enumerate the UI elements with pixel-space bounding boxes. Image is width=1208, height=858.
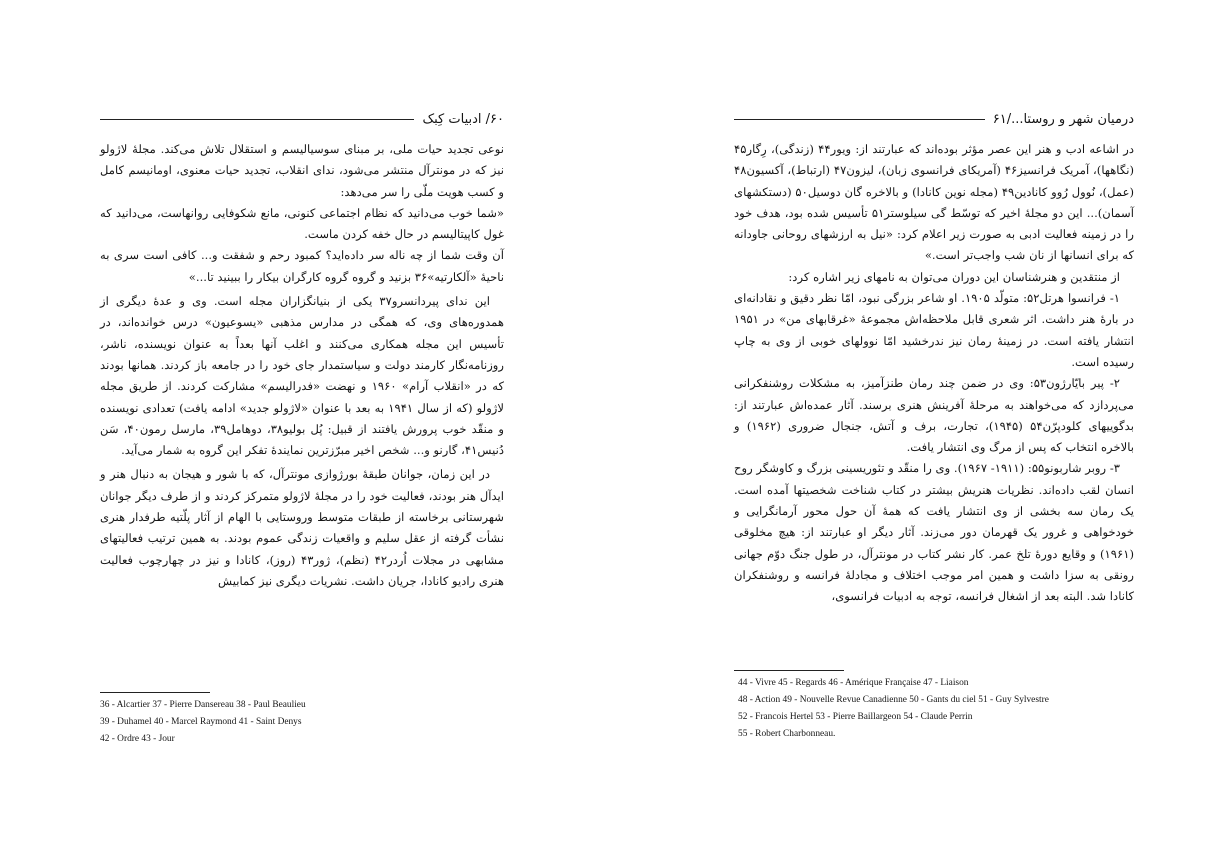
running-head: درمیان شهر و روستا.../۶۱ [992, 111, 1134, 127]
footnote-line: 39 - Duhamel 40 - Marcel Raymond 41 - Saint Denys [100, 717, 302, 727]
body-text [734, 139, 1134, 608]
paragraph: در این زمان، جوانان طبقهٔ بورژوازی مونترآل، که با شور و هیجان به دنبال هنر و ایدآل هنر بودند، فعالیت خود را در مجلهٔ لاژولو متمرکز کردند و از طرف دیگر جوانان شهرستانی برخاسته از طبقات متوسط وروستایی با الهام از آثار پلّتیه طرفدار هنری نشأت گرفته از عقل سلیم و واقعیات زندگی عموم بودند. به همین ترتیب فعالیتهای مشابهی در مجلات اُردر۴۲ (نظم)، ژور۴۳ (روز)، کانادا و نیز در چهارچوب فعالیت هنری رادیو کانادا، جریان داشت. نشریات دیگری نیز کمابیش [100, 467, 504, 588]
footnotes [738, 675, 1138, 743]
quote-line: «شما خوب می‌دانید که نظام اجتماعی کنونی، مانع شکوفایی روانهاست، می‌دانید که غول کاپیتالیسم در حال خفه کردن ماست. [100, 205, 504, 242]
paragraph: ۲- پیر بایّارژون۵۳: وی در ضمن چند رمان طنزآمیز، به مشکلات روشنفکرانی می‌پردازد که می‌خواهند به مرحلهٔ آفرینش هنری برسند. آثار عمده‌اش عبارتند از: بدگوییهای کلودپرّن۵۴ (۱۹۴۵)، تجارت، برف و آتش، جنجال ضروری (۱۹۶۲) و بالاخره انتخاب که پس از مرگ وی انتشار یافت. [734, 376, 1134, 455]
footnote-line: 36 - Alcartier 37 - Pierre Dansereau 38 - Paul Beaulieu [100, 700, 306, 710]
footnote-line: 55 - Robert Charbonneau. [738, 729, 836, 739]
header-rule [100, 119, 414, 120]
paragraph: در اشاعه ادب و هنر این عصر مؤثر بوده‌اند که عبارتند از: ویور۴۴ (زندگی)، رِگار۴۵ (نگاهها)، آمریک فرانسیز۴۶ (آمریکای فرانسوی زبان)، لیزون۴۷ (ارتباط)، آکسیون۴۸ (عمل)، نُوول رُوو کانادین۴۹ (مجله نوین کانادا) و بالاخره گان دوسیل۵۰ (دستکشهای آسمان)... این دو مجلهٔ اخیر که توسّط گی سیلوستر۵۱ تأسیس شده بود، هدف خود را در زمینه فعالیت ادبی به صورت زیر اعلام کرد: «نیل به ارزشهای روحانی جاودانه که برای انسانها از نان شب واجب‌تر است.» [734, 142, 1135, 263]
footnotes [100, 697, 460, 748]
header-rule [734, 119, 985, 120]
footnote-line: 52 - Francois Hertel 53 - Pierre Baillargeon 54 - Claude Perrin [738, 712, 973, 722]
paragraph: ۱- فرانسوا هرتل۵۲: متولّد ۱۹۰۵. او شاعر بزرگی نبود، امّا نظر دقیق و نقادانه‌ای در بارهٔ هنر داشت. اثر شعری قابل ملاحظه‌اش مجموعهٔ «غرقابهای من» در ۱۹۵۱ انتشار یافته است. در زمینهٔ رمان نیز ندرخشید امّا نوولهای خوبی از وی به چاپ رسیده است. [734, 291, 1134, 369]
body-text [100, 139, 504, 592]
footnote-line: 44 - Vivre 45 - Regards 46 - Amérique Française 47 - Liaison [738, 678, 969, 688]
paragraph: نوعی تجدید حیات ملی، بر مبنای سوسیالیسم و استقلال تلاش می‌کند. مجلهٔ لاژولو نیز که در مونترآل منتشر می‌شود، ندای انقلاب، تجدید حیات معنوی، اومانیسم کامل و کسب هویت ملّی را سر می‌دهد: [100, 142, 504, 199]
running-head: ۶۰/ ادبیات کِبک [422, 111, 504, 127]
block-quote [100, 203, 504, 288]
paragraph: این ندای پیردانسرو۳۷ یکی از بنیانگزاران مجله است. وی و عدهٔ دیگری از همدوره‌های وی، که همگی در مدارس مذهبی «یسوعیون» درس خوانده‌اند، در تأسیس این مجله همکاری می‌کنند و اغلب آنها بعداً به عنوان نویسنده، ناشر، روزنامه‌نگار کارمند دولت و سیاستمدار جای خود را در جامعه باز کردند. همانها بودند که در «انقلاب آرام» ۱۹۶۰ و نهضت «فدرالیسم» مشارکت کردند. از طریق مجله لاژولو (که از سال ۱۹۴۱ به بعد با عنوان «لاژولو جدید» ادامه یافت) تعدادی نویسنده و منقّد خوب پرورش یافتند از قبیل: پُل بولیو۳۸، دوهامل۳۹، مارسل رمون۴۰، سَن دُنیس۴۱، گارنو و... شخص اخیر مبرّزترین نمایندهٔ تفکر این گروه به شمار می‌آید. [100, 294, 504, 458]
footnote-line: 48 - Action 49 - Nouvelle Revue Canadienne 50 - Gants du ciel 51 - Guy Sylvestre [738, 695, 1049, 705]
paragraph: ۳- روبر شاربونو۵۵: (۱۹۱۱- ۱۹۶۷). وی را منقّد و تئوریسینی بزرگ و کاوشگر روح انسان لقب داده‌اند. نظریات هنریش بیشتر در کتاب شناخت شخصیتها آمده است. یک رمان سه بخشی از وی انتشار یافت که همهٔ آن حول محور آرمانگرایی و خودخواهی و غرور یک قهرمان دور می‌زند. آثار دیگر او عبارتند از: هیچ مخلوقی (۱۹۶۱) و وقایع دورهٔ تلخ عمر. کار نشر کتاب در مونترآل، در طول جنگ دوّم جهانی رونقی به سزا داشت و همین امر موجب اختلاف و مجادلهٔ فرانسه و روشنفکران کانادا شد. البته بعد از اشغال فرانسه، توجه به ادبیات فرانسوی، [734, 461, 1134, 604]
footnote-rule [100, 692, 210, 693]
footnote-rule [734, 670, 844, 671]
page-header [734, 108, 1134, 130]
footnote-line: 42 - Ordre 43 - Jour [100, 734, 175, 744]
paragraph: از منتقدین و هنرشناسان این دوران می‌توان به نامهای زیر اشاره کرد: [788, 269, 1120, 284]
quote-line: آن وقت شما از چه ناله سر داده‌اید؟ کمبود رحم و شفقت و... کافی است سری به ناحیهٔ «آلکارتیه»۳۶ بزنید و گروه گروه کارگران بیکار را ببینید تا...» [100, 248, 504, 284]
page-header [100, 108, 504, 130]
right-page [604, 0, 1208, 858]
